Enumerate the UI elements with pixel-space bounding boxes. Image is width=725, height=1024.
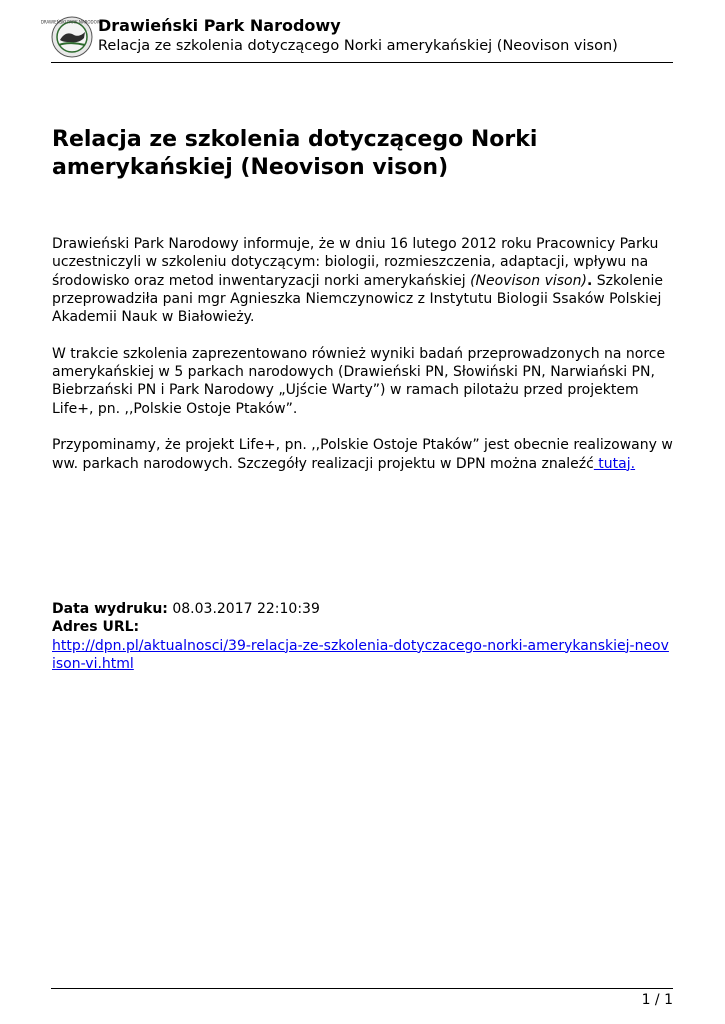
paragraph-1-rest: Szkolenie przeprowadziła pani mgr Agnieszka Niemczynowicz z Instytutu Biologii Ssaków Polskiej Akademii Nauk w Białowieży.: [52, 272, 664, 326]
species-name: (Neovison vison): [470, 272, 587, 289]
paragraph-2: W trakcie szkolenia zaprezentowano również wyniki badań przeprowadzonych na norce amerykańskiej w 5 parkach narodowych (Drawieński PN, Słowiński PN, Narwiański PN, Biebrzański PN i Park Narodowy „Ujście Warty”) w ramach pilotażu przed projektem Life+, pn. ,,Polskie Ostoje Ptaków”.: [52, 345, 666, 417]
page-footer: [51, 988, 673, 1008]
print-date-row: [52, 600, 674, 618]
page-header: [40, 14, 673, 63]
paragraph-3-text: Przypominamy, że projekt Life+, pn. ,,Polskie Ostoje Ptaków” jest obecnie realizowany w ww. parkach narodowych. Szczegóły realizacji projektu w DPN można znaleźć: [52, 437, 673, 472]
paragraph-3: [52, 436, 674, 473]
site-subtitle: Relacja ze szkolenia dotyczącego Norki amerykańskiej (Neovison vison): [98, 38, 618, 54]
article-title: Relacja ze szkolenia dotyczącego Norki amerykańskiej (Neovison vison): [52, 127, 538, 180]
details-link[interactable]: tutaj.: [593, 455, 636, 472]
page-number: 1 / 1: [641, 992, 673, 1008]
print-date-value: 08.03.2017 22:10:39: [167, 601, 320, 617]
article-url-link[interactable]: http://dpn.pl/aktualnosci/39-relacja-ze-szkolenia-dotyczacego-norki-amerykanskiej-neovison-vi.html: [52, 637, 669, 672]
paragraph-1: [52, 235, 674, 326]
site-name: Drawieński Park Narodowy: [98, 16, 341, 35]
print-metadata: [52, 600, 674, 673]
paragraph-1-period: .: [586, 272, 593, 289]
url-label: Adres URL:: [52, 619, 140, 636]
header-text: [98, 16, 618, 56]
logo-text: DRAWIEŃSKI PARK NARODOWY: [40, 19, 104, 25]
print-date-label: Data wydruku:: [52, 601, 168, 617]
park-badge-logo: [40, 16, 104, 58]
article-body: [52, 235, 674, 491]
paragraph-1-text: Drawieński Park Narodowy informuje, że w dniu 16 lutego 2012 roku Pracownicy Parku uczestniczyli w szkoleniu dotyczącym: biologii, rozmieszczenia, adaptacji, wpływu na środowisko oraz metod inwentaryzacji norki amerykańskiej: [52, 236, 659, 289]
